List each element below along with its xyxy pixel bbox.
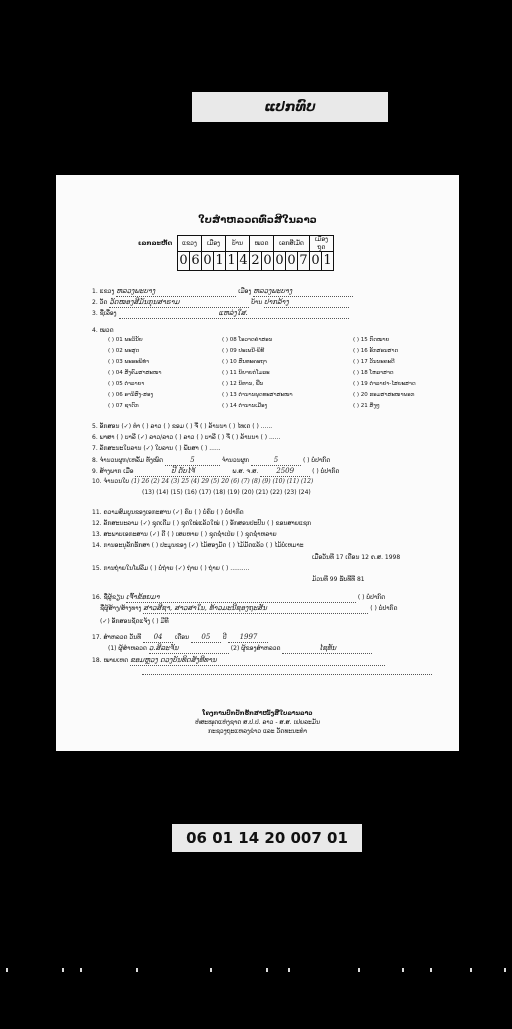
- field-conservation: 14. ການອະນຸລັກຮັກສາ ( ) ປະມູນຂອງ (✓) ໄມ້ສອງມັດ ( ) ໄມ້ມັດແລ້ວ ( ) ໄມ້ບໍ່ເຫມາະ: [92, 542, 304, 549]
- story-title-value: ແຫລ່ງໃສ.: [119, 309, 349, 319]
- bundle-value: 5: [251, 456, 301, 466]
- field-label: ໝວດ: [99, 327, 114, 334]
- film-edge-marks: [0, 968, 512, 974]
- field-label: 17. ສຳຫລວດ ວັນທີ: [92, 634, 142, 641]
- field-remarks: [92, 656, 385, 666]
- leaf-count-row2: (13) (14) (15) (16) (17) (18) (19) (20) (21) (22) (23) (24): [142, 489, 311, 496]
- category-option[interactable]: ( ) 07 ຊາດົກ: [108, 403, 139, 409]
- field-survey-date: [92, 633, 268, 643]
- field-label: 18. ໝາຍເຫດ: [92, 657, 129, 664]
- film-mark: [6, 968, 8, 972]
- created-year-value: ປີ ດັບໄຈ້: [135, 467, 230, 477]
- bundle-total-value: 5: [165, 456, 220, 466]
- field-label: ເມືອງ: [238, 288, 252, 295]
- field-province: 1. ແຂວງ ຫລວງພະບາງ ເມືອງ ຫລວງພະບາງ: [92, 287, 353, 297]
- registration-code-table: [177, 235, 334, 271]
- code-header: ເມືອງ: [202, 236, 226, 252]
- code-digit: 1: [322, 252, 334, 271]
- field-condition: 13. ສະພາບເອກະສານ (✓) ດີ ( ) ເສຍຫາຍ ( ) ຊຸດຊ່ຳເປ່ຍ ( ) ຊຸດຊ່ຳຫລາຍ: [92, 531, 277, 538]
- category-option[interactable]: ( ) 16 ອັກສອນສາດ: [353, 348, 399, 354]
- code-header: ໝວດ: [250, 236, 274, 252]
- field-label: ຊື່ຜູ້ສ້າງ/ສ້າງທາງ: [100, 605, 142, 612]
- film-mark: [80, 968, 82, 972]
- code-digit: 0: [178, 252, 190, 271]
- field-category-label: 4. ໝວດ: [92, 327, 114, 334]
- code-digit: 1: [214, 252, 226, 271]
- field-label: ປີ: [222, 634, 227, 641]
- remarks-line: [142, 669, 432, 675]
- remarks-value: ຂອມຫຼວງ ດວງບັນທິດສັງທີທານ: [130, 656, 385, 666]
- survey-year: 1997: [228, 633, 268, 643]
- surveyor-1-value: ວ.ສິລະຈັນ: [149, 644, 229, 654]
- checkbox-unknown[interactable]: ( ) ບໍ່ປາກົດ: [312, 468, 340, 475]
- field-completeness: 11. ຄວາມສົມບູນຂອງເອກະສານ (✓) ຄົບ ( ) ບໍ່ຄົບ ( ) ບໍ່ປາກົດ: [92, 509, 244, 516]
- field-script: 5. ອັກສອນ (✓) ທຳ ( ) ລາວ ( ) ຂອມ ( ) ຈີ່ ( ) ລ້ານນາ ( ) ໄທເດ ( ) ......: [92, 423, 273, 430]
- category-option[interactable]: ( ) 10 ສົນທະຄະຖາ: [222, 359, 267, 365]
- code-digit: 0: [202, 252, 214, 271]
- film-mark: [288, 968, 290, 972]
- category-option[interactable]: ( ) 15 ກົດໝາຍ: [353, 337, 390, 343]
- surveyor-2-value: ໄຊທັນ: [282, 644, 372, 654]
- category-option[interactable]: ( ) 06 ອານິສົງ-ສອງ: [108, 392, 154, 398]
- code-header: ເລກສີເມັດ: [274, 236, 310, 252]
- film-mark: [136, 968, 138, 972]
- scribe-value: ເຈົ້າຂ້ອຍມາ: [126, 593, 356, 603]
- temple-value: ວັດໜອງສີມັນກຸນສາຣາມ: [109, 298, 249, 308]
- leaf-count-values: (1) 26 (2) 24 (3) 25 (4) 29 (5) 20 (6) (7) (8) (9) (10) (11) (12): [131, 478, 314, 485]
- field-label: ບ້ານ: [251, 299, 263, 306]
- field-temple: 2. ວັດ ວັດໜອງສີມັນກຸນສາຣາມ ບ້ານ ປາກລ້າງ: [92, 298, 349, 308]
- category-option[interactable]: ( ) 01 ພະວິນັຍ: [108, 337, 143, 343]
- field-label: (1) ຜູ້ສຳຫລວດ: [108, 645, 147, 652]
- field-label: ຈຳນວນຜູກ: [221, 457, 250, 464]
- field-label: 16. ຊື່ຜູ້ຂຽນ: [92, 594, 125, 601]
- code-digit: 0: [286, 252, 298, 271]
- code-digit: 0: [310, 252, 322, 271]
- manuscript-number: 06 01 14 20 007 01: [172, 824, 362, 852]
- code-digit: 6: [190, 252, 202, 271]
- category-option[interactable]: ( ) 18 ໂຫລາສາດ: [353, 370, 394, 376]
- checkbox-unknown[interactable]: ( ) ບໍ່ປາກົດ: [357, 594, 386, 601]
- category-option[interactable]: ( ) 11 ນິຍາຍຕ່ໂມລະ: [222, 370, 270, 376]
- category-option[interactable]: ( ) 21 ສິ່ງໆ: [353, 403, 380, 409]
- category-option[interactable]: ( ) 05 ຕຳລາຍາ: [108, 381, 145, 387]
- code-header: ແຂວງ: [178, 236, 202, 252]
- district-value: ຫລວງພະບາງ: [253, 287, 353, 297]
- category-option[interactable]: ( ) 08 ໂອວາດຄຳສອນ: [222, 337, 273, 343]
- field-sponsor: [100, 604, 397, 614]
- film-mark: [402, 968, 404, 972]
- field-story-title: 3. ຊື່ເລື່ອງ ແຫລ່ງໃສ.: [92, 309, 349, 319]
- created-era-value: 2509: [260, 467, 310, 477]
- checkbox-unknown[interactable]: ( ) ບໍ່ປາກົດ: [370, 605, 398, 612]
- film-mark: [470, 968, 472, 972]
- field-characteristics: 12. ລັກສະນະລາມ (✓) ຊຸດເດີມ ( ) ຊຸດໃໝ່ແລ້ວໃໝ່ ( ) ອັກສອນປະປົນ ( ) ຂອນສາຍແຊກ: [92, 520, 311, 527]
- category-option[interactable]: ( ) 17 ວັນນະຄະດີ: [353, 359, 395, 365]
- category-option[interactable]: ( ) 20 ຮອມສາສະໜາພອກ: [353, 392, 415, 398]
- category-option[interactable]: ( ) 19 ຕຳລາຢາ-ໄສຍະສາດ: [353, 381, 416, 387]
- film-mark: [504, 968, 506, 972]
- category-option[interactable]: ( ) 14 ຕຳນານເມືອງ: [222, 403, 268, 409]
- field-colophon: (✓) ອັກສອນຊັດແຈ້ງ ( ) ມີທີ: [100, 618, 169, 625]
- field-created-date: [92, 467, 339, 477]
- category-option[interactable]: ( ) 09 ປະເພນີ-ພິທີ: [222, 348, 265, 354]
- survey-day: 04: [143, 633, 173, 643]
- field-label: ວັດ: [99, 299, 108, 306]
- field-label: ເດືອນ: [174, 634, 189, 641]
- field-label: 10. ຈຳນວນໃບ: [92, 478, 130, 485]
- field-label: ຊື່ເລື່ອງ: [99, 310, 117, 317]
- film-mark: [358, 968, 360, 972]
- category-option[interactable]: ( ) 02 ພະສູດ: [108, 348, 140, 354]
- field-microfilm: 15. ການຖ່າຍໃນໂຟລີມ ( ) ບໍ່ຖ່າຍ (✓) ຖ່າຍ ( ) ຖ່າຍ ( ) ..........: [92, 565, 250, 572]
- field-surveyors: [108, 644, 372, 654]
- field-scribe: [92, 593, 385, 603]
- film-mark: [430, 968, 432, 972]
- field-label: 8. ຈຳນວນຜູກ/ເຫລັ້ມ ທັງໝົດ: [92, 457, 164, 464]
- registration-label: ເລກລະຫັດ: [138, 239, 173, 247]
- form-title: ໃບສຳຫລວດທົ່ວສີໃນລາວ: [198, 215, 317, 226]
- microfilm-date: ເມື່ອວັນທີ 17 ເດືອນ 12 ຄ.ສ. 1998: [312, 554, 401, 561]
- field-label: ແຂວງ: [99, 288, 115, 295]
- code-digit: 1: [226, 252, 238, 271]
- code-header: ບ້ານ: [226, 236, 250, 252]
- code-digit: 0: [262, 252, 274, 271]
- checkbox-unknown[interactable]: ( ) ບໍ່ປາກົດ: [302, 457, 331, 464]
- code-digit: 4: [238, 252, 250, 271]
- film-mark: [62, 968, 64, 972]
- village-value: ປາກລ້າງ: [264, 298, 349, 308]
- category-option[interactable]: ( ) 04 ສັງຄົມສາສະໜາ: [108, 370, 162, 376]
- field-material: 7. ລັກສະນະໃບລານ (✓) ໃບລານ ( ) ພັບສາ ( ) ......: [92, 445, 221, 452]
- footer-project: ໂຄງການປົກປັກຮັກສາໜັງສືໃບລານລາວ: [202, 710, 313, 717]
- field-label: 9. ສ້າງພາກ ເມື່ອ: [92, 468, 134, 475]
- field-bundle-count: [92, 456, 330, 466]
- field-label: (2) ຜູ້ຂອງສຳຫລວດ: [230, 645, 281, 652]
- film-mark: [210, 968, 212, 972]
- code-header: ເມື່ອງຖຸດ: [310, 236, 334, 252]
- field-label: ພ.ສ. ຈ.ສ.: [232, 468, 259, 475]
- code-digit: 0: [274, 252, 286, 271]
- footer-ministry: ກະຊວງຖະແຫລງຂ່າວ ແລະ ວັດທະນະທຳ: [208, 728, 307, 735]
- code-digit: 2: [250, 252, 262, 271]
- field-leaf-count: [92, 478, 313, 486]
- code-digit: 7: [298, 252, 310, 271]
- footer-library: ຫໍສະໝຸດແຫ່ງຊາດ ສ.ປ.ປ. ລາວ - ສ.ສ. ເຢຍລະມັນ: [195, 719, 320, 726]
- field-language: 6. ພາສາ ( ) ບາລີ (✓) ລາວ/ລາວ ( ) ລາວ ( ) ບາລີ ( ) ຈີ່ ( ) ລ້ານນາ ( ) ......: [92, 434, 281, 441]
- microfilm-roll: ມ້ວນທີ 99 ຮັບທີທີ 81: [312, 576, 365, 583]
- category-option[interactable]: ( ) 03 ພະອະພິທຳ: [108, 359, 150, 365]
- category-option[interactable]: ( ) 12 ນິທານ, ຟື້ນ: [222, 381, 264, 387]
- header-label: ແປກທົບ: [192, 92, 388, 122]
- sponsor-value: ສາວສີຊາ, ສາວສາໃນ, ທ້າວມະນີຊອງຖະສັນ: [143, 604, 368, 614]
- film-mark: [266, 968, 268, 972]
- category-option[interactable]: ( ) 13 ຕຳນານພຸດທະສາສະໜາ: [222, 392, 293, 398]
- survey-month: 05: [191, 633, 221, 643]
- province-value: ຫລວງພະບາງ: [116, 287, 236, 297]
- survey-form: [56, 175, 459, 751]
